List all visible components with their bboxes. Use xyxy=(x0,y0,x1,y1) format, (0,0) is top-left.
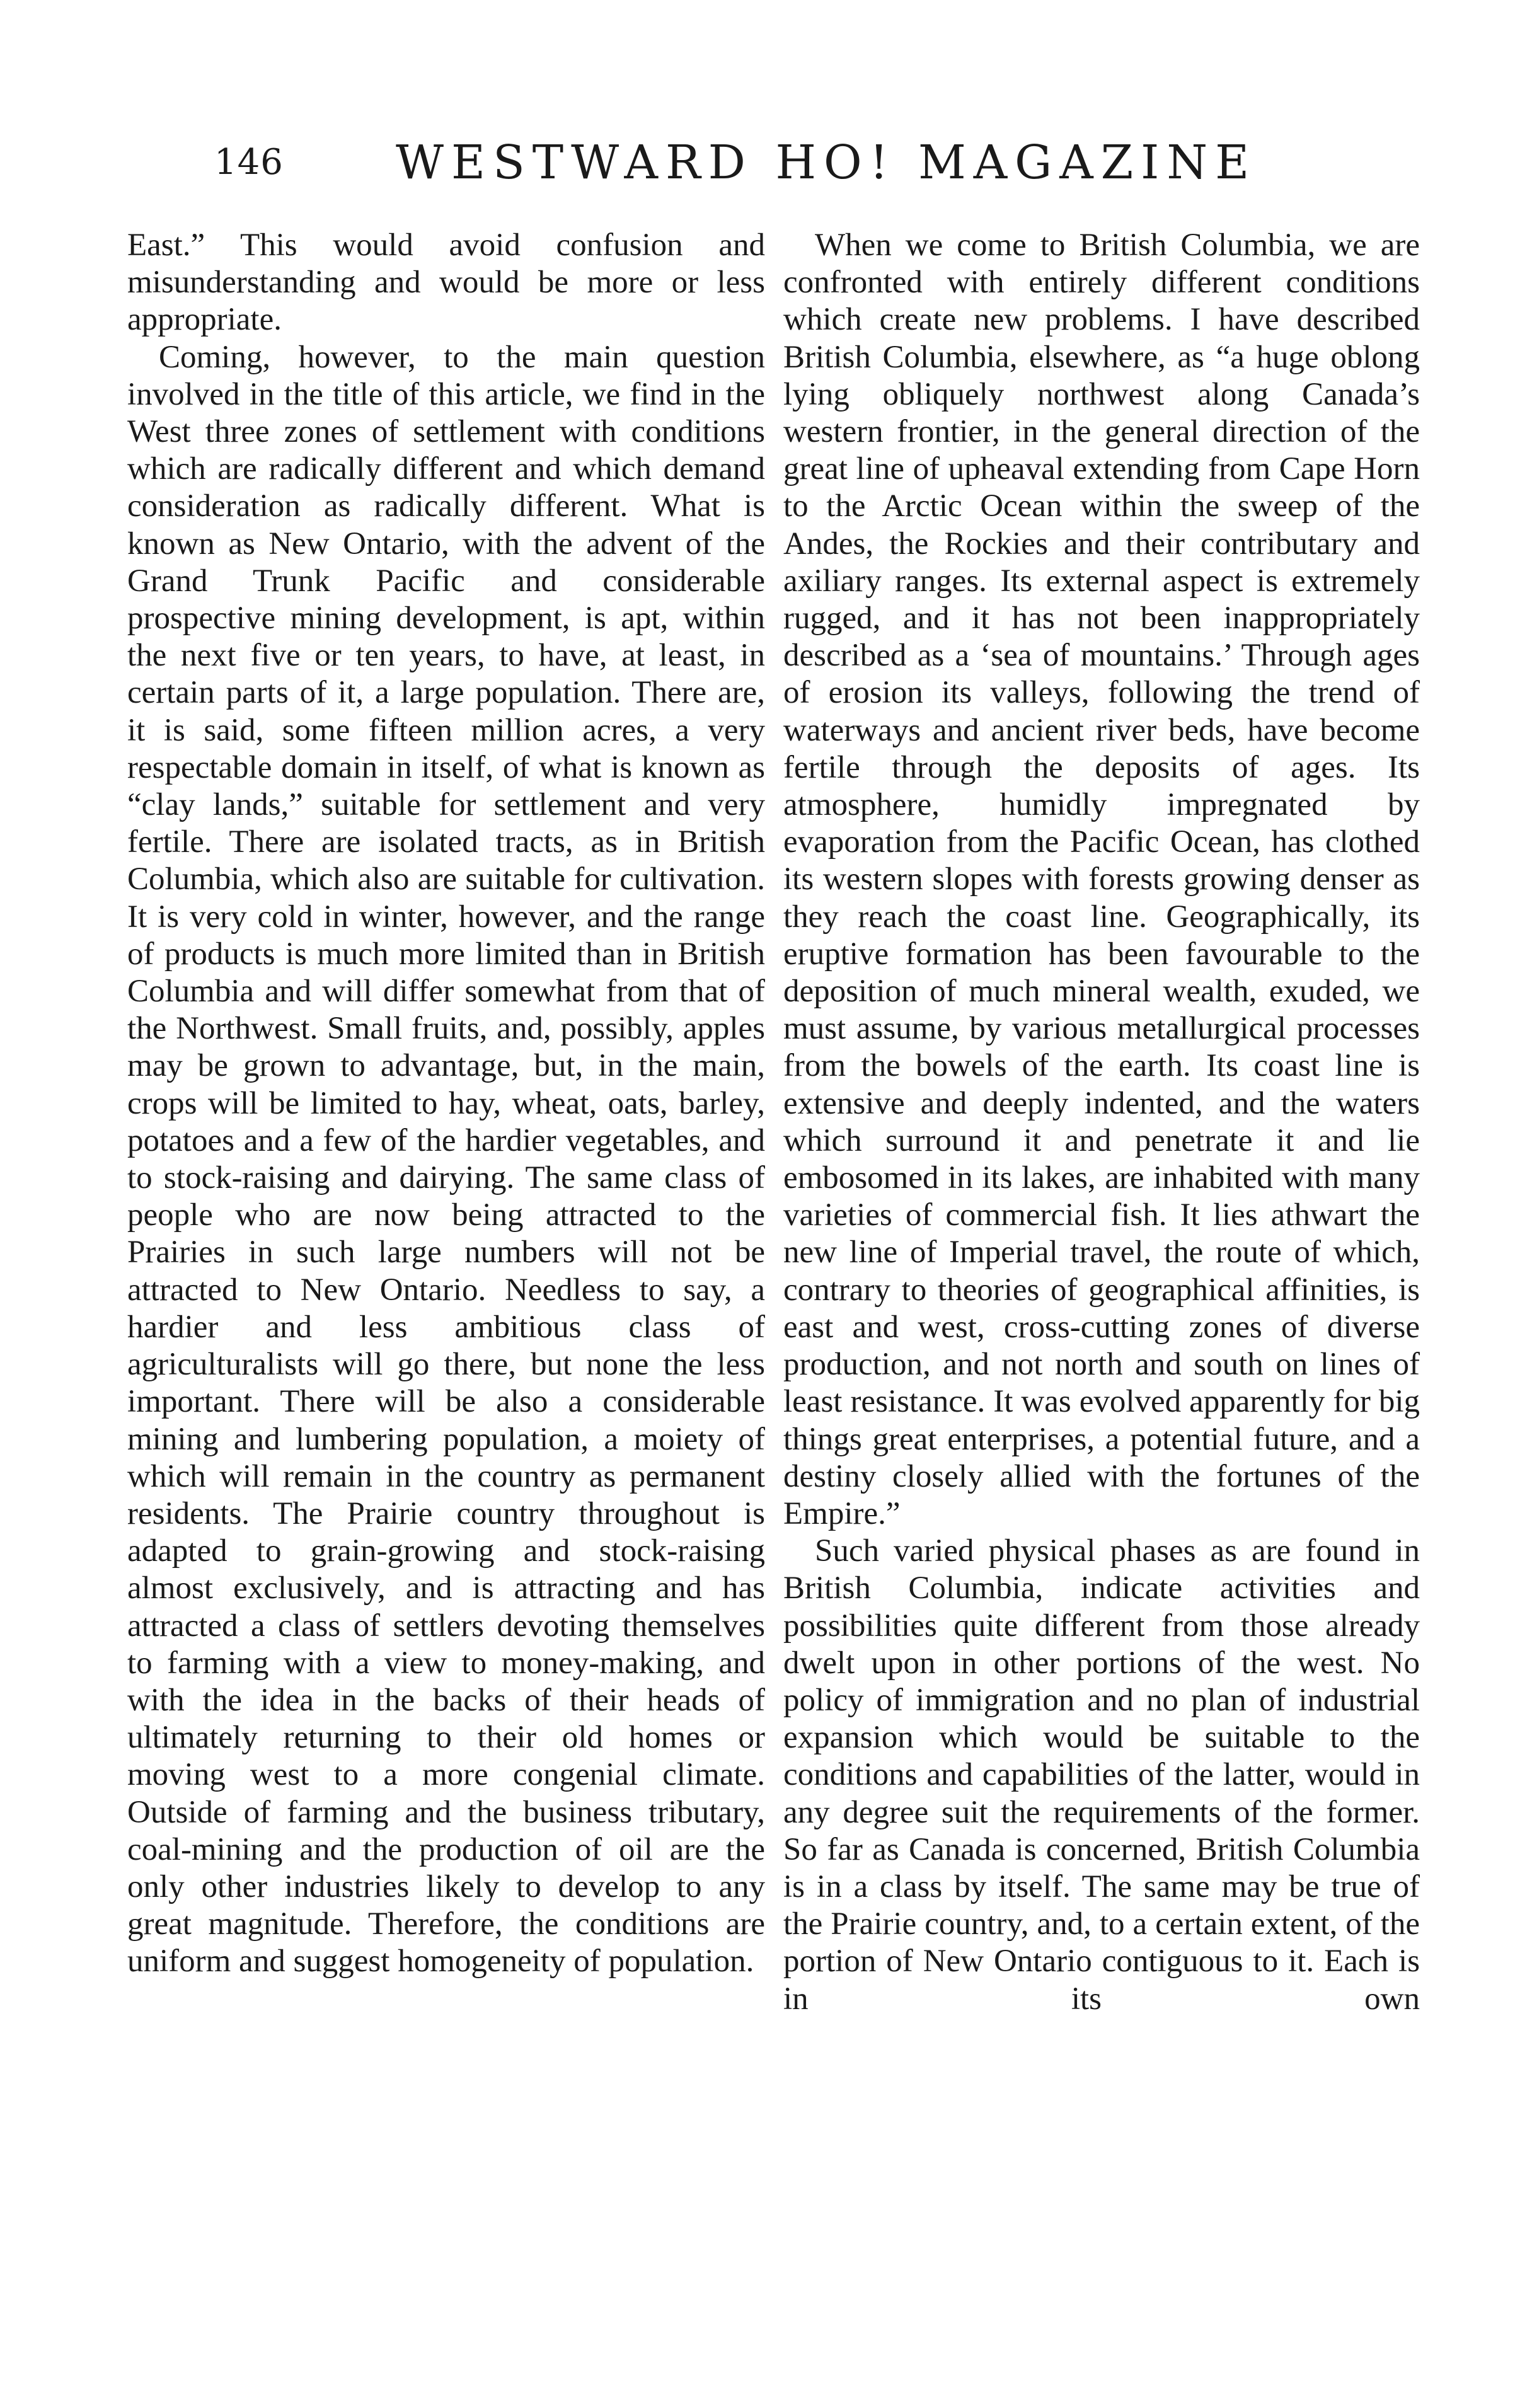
paragraph: East.” This would avoid confusion and misunderstanding and would be more or less appropriate. xyxy=(127,228,765,338)
right-column xyxy=(783,227,1420,2018)
paragraph: Such varied physical phases as are found in British Columbia, indicate activities and possibilities quite different from those already dwelt upon in other portions of the west. No policy of immigration and no plan of industrial expansion which would be suitable to the conditions and capabilities of the latter, would in any degree suit the requirements of the former. So far as Canada is concerned, British Columbia is in a class by itself. The same may be true of the Prairie country, and, to a certain extent, of the portion of New Ontario contiguous to it. Each is in its own xyxy=(783,1533,1420,2017)
paragraph: When we come to British Columbia, we are confronted with entirely different conditions which create new problems. I have described British Columbia, elsewhere, as “a huge oblong lying obliquely northwest along Canada’s western frontier, in the general direction of the great line of upheaval extending from Cape Horn to the Arctic Ocean within the sweep of the Andes, the Rockies and their contributary and axiliary ranges. Its external aspect is extremely rugged, and it has not been inappropriately described as a ‘sea of mountains.’ Through ages of erosion its valleys, following the trend of waterways and ancient river beds, have become fertile through the deposits of ages. Its atmosphere, humidly impregnated by evaporation from the Pacific Ocean, has clothed its western slopes with forests growing denser as they reach the coast line. Geographically, its eruptive formation has been favourable to the deposition of much mineral wealth, exuded, we must assume, by various metallurgical processes from the bowels of the earth. Its coast line is extensive and deeply indented, and the waters which surround it and penetrate it and lie embosomed in its lakes, are inhabited with many varieties of commercial fish. It lies athwart the new line of Imperial travel, the route of which, contrary to theories of geographical affinities, is east and west, cross-cutting zones of diverse production, and not north and south on lines of least resistance. It was evolved apparently for big things great enterprises, a potential future, and a destiny closely allied with the fortunes of the Empire.” xyxy=(783,228,1420,1531)
page-number: 146 xyxy=(214,142,284,183)
page-header xyxy=(0,129,1532,205)
running-title: WESTWARD HO! MAGAZINE xyxy=(396,135,1257,190)
left-column xyxy=(127,227,765,1981)
paragraph: Coming, however, to the main question involved in the title of this article, we find in the West three zones of settlement with conditions which are radically different and which demand consideration as radically different. What is known as New Ontario, with the advent of the Grand Trunk Pacific and considerable prospective mining development, is apt, within the next five or ten years, to have, at least, in certain parts of it, a large population. There are, it is said, some fifteen million acres, a very respectable domain in itself, of what is known as “clay lands,” suitable for settlement and very fertile. There are isolated tracts, as in British Columbia, which also are suitable for cultivation. It is very cold in winter, however, and the range of products is much more limited than in British Columbia and will differ somewhat from that of the Northwest. Small fruits, and, possibly, apples may be grown to advantage, but, in the main, crops will be limited to hay, wheat, oats, barley, potatoes and a few of the hardier vegetables, and to stock-raising and dairying. The same class of people who are now being attracted to the Prairies in such large numbers will not be attracted to New Ontario. Needless to say, a hardier and less ambitious class of agriculturalists will go there, but none the less important. There will be also a considerable mining and lumbering population, a moiety of which will remain in the country as permanent residents. The Prairie country throughout is adapted to grain-growing and stock-raising almost exclusively, and is attracting and has attracted a class of settlers devoting themselves to farming with a view to money-making, and with the idea in the backs of their heads of ultimately returning to their old homes or moving west to a more congenial climate. Outside of farming and the business tributary, coal-mining and the production of oil are the only other industries likely to develop to any great magnitude. Therefore, the conditions are uniform and suggest homogeneity of population. xyxy=(127,339,765,1979)
